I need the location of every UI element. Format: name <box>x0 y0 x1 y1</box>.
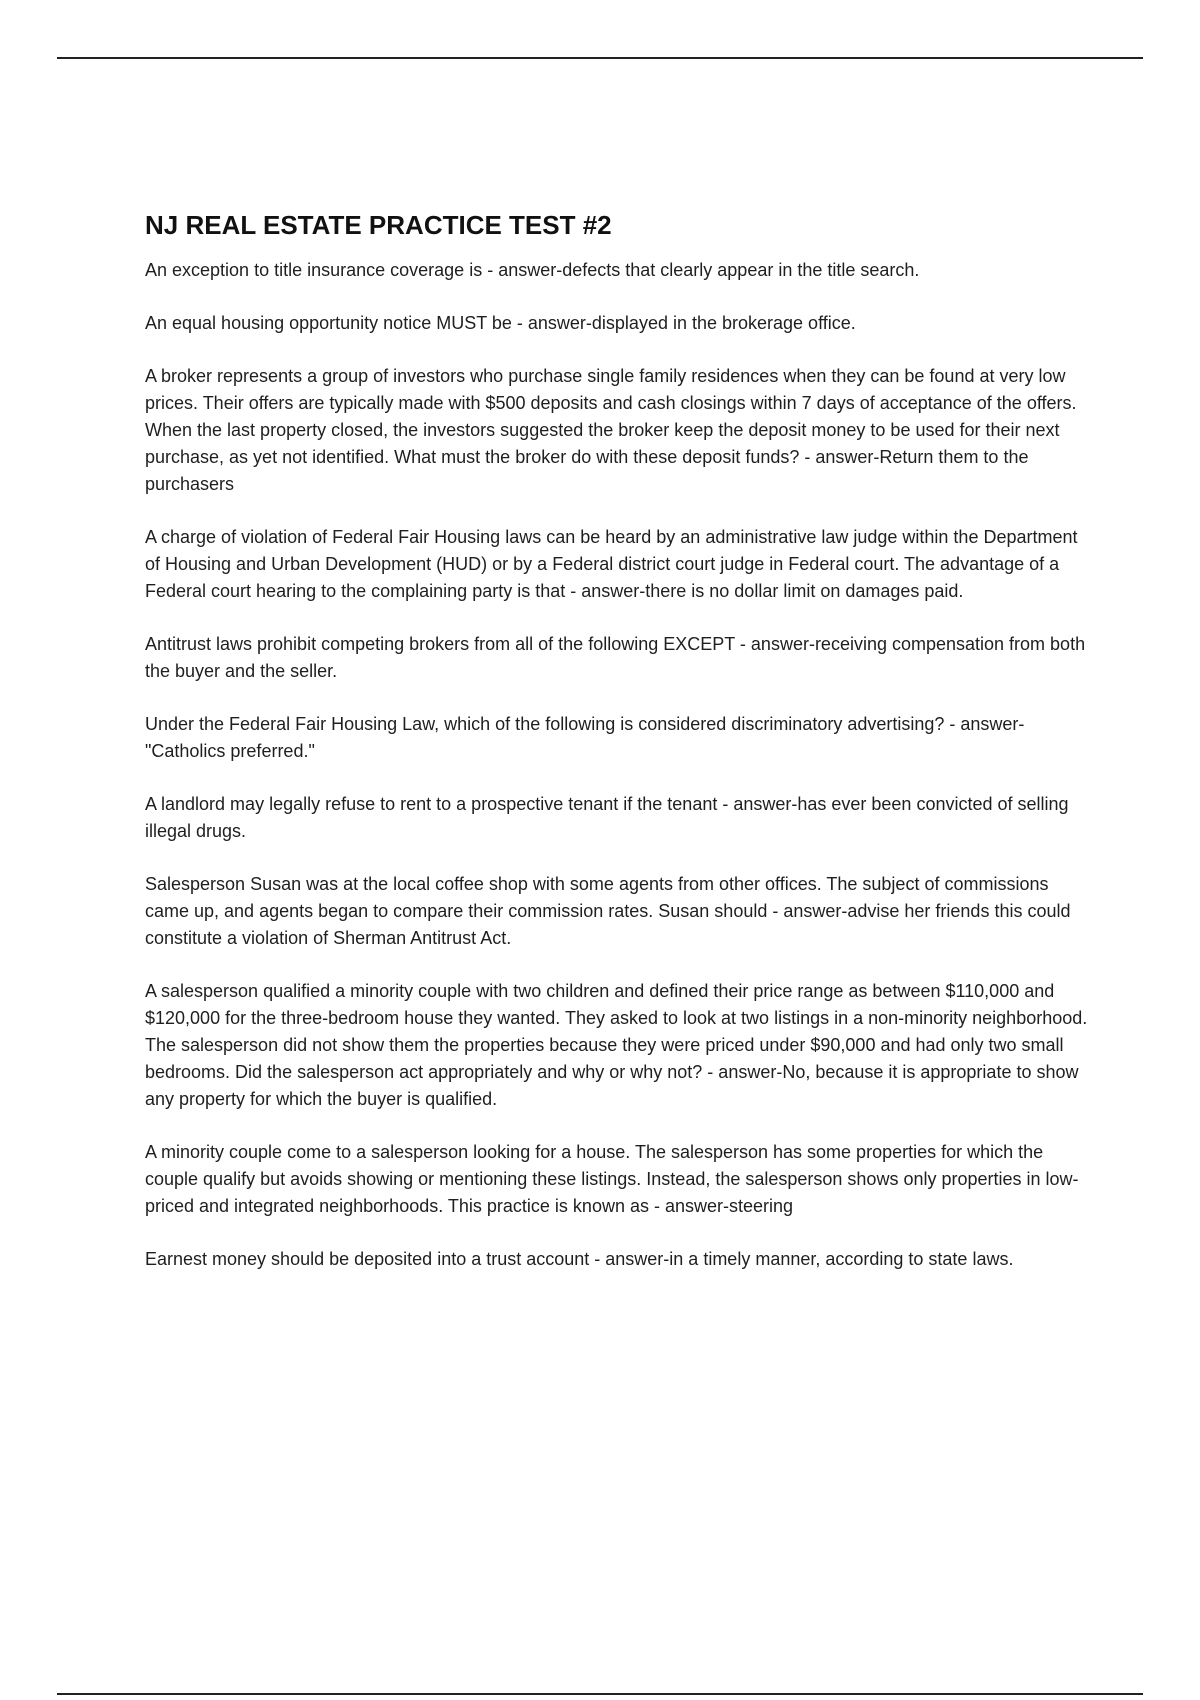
qa-item-3: A broker represents a group of investors who purchase single family residences when they can be found at very low prices. Their offers are typically made with $500 deposits and cash closings within 7 days of acceptance of the offers. When the last property closed, the investors suggested the broker keep the deposit money to be used for their next purchase, as yet not identified. What must the broker do with these deposit funds? - answer-Return them to the purchasers <box>145 366 1077 494</box>
qa-item-8: Salesperson Susan was at the local coffee shop with some agents from other offices. The subject of commissions came up, and agents began to compare their commission rates. Susan should - answer-advise her friends this could constitute a violation of Sherman Antitrust Act. <box>145 874 1071 948</box>
document-title: NJ REAL ESTATE PRACTICE TEST #2 <box>145 210 612 240</box>
qa-item-7: A landlord may legally refuse to rent to a prospective tenant if the tenant - answer-has ever been convicted of selling illegal drugs. <box>145 794 1069 841</box>
top-rule <box>57 57 1143 59</box>
qa-item-1: An exception to title insurance coverage is - answer-defects that clearly appear in the title search. <box>145 260 920 280</box>
qa-item-2: An equal housing opportunity notice MUST be - answer-displayed in the brokerage office. <box>145 313 856 333</box>
document-body <box>145 205 1090 1299</box>
qa-item-10: A minority couple come to a salesperson looking for a house. The salesperson has some properties for which the couple qualify but avoids showing or mentioning these listings. Instead, the salesperson shows only properties in low-priced and integrated neighborhoods. This practice is known as - answer-steering <box>145 1142 1079 1216</box>
qa-item-5: Antitrust laws prohibit competing brokers from all of the following EXCEPT - answer-receiving compensation from both the buyer and the seller. <box>145 634 1086 681</box>
qa-item-11: Earnest money should be deposited into a trust account - answer-in a timely manner, according to state laws. <box>145 1249 1014 1269</box>
qa-item-9: A salesperson qualified a minority couple with two children and defined their price range as between $110,000 and $120,000 for the three-bedroom house they wanted. They asked to look at two listings in a non-minority neighborhood. The salesperson did not show them the properties because they were priced under $90,000 and had only two small bedrooms. Did the salesperson act appropriately and why or why not? - answer-No, because it is appropriate to show any property for which the buyer is qualified. <box>145 981 1088 1109</box>
qa-item-6: Under the Federal Fair Housing Law, which of the following is considered discriminatory advertising? - answer-"Catholics preferred." <box>145 714 1025 761</box>
qa-item-4: A charge of violation of Federal Fair Housing laws can be heard by an administrative law judge within the Department of Housing and Urban Development (HUD) or by a Federal district court judge in Federal court. The advantage of a Federal court hearing to the complaining party is that - answer-there is no dollar limit on damages paid. <box>145 527 1078 601</box>
bottom-rule <box>57 1693 1143 1695</box>
